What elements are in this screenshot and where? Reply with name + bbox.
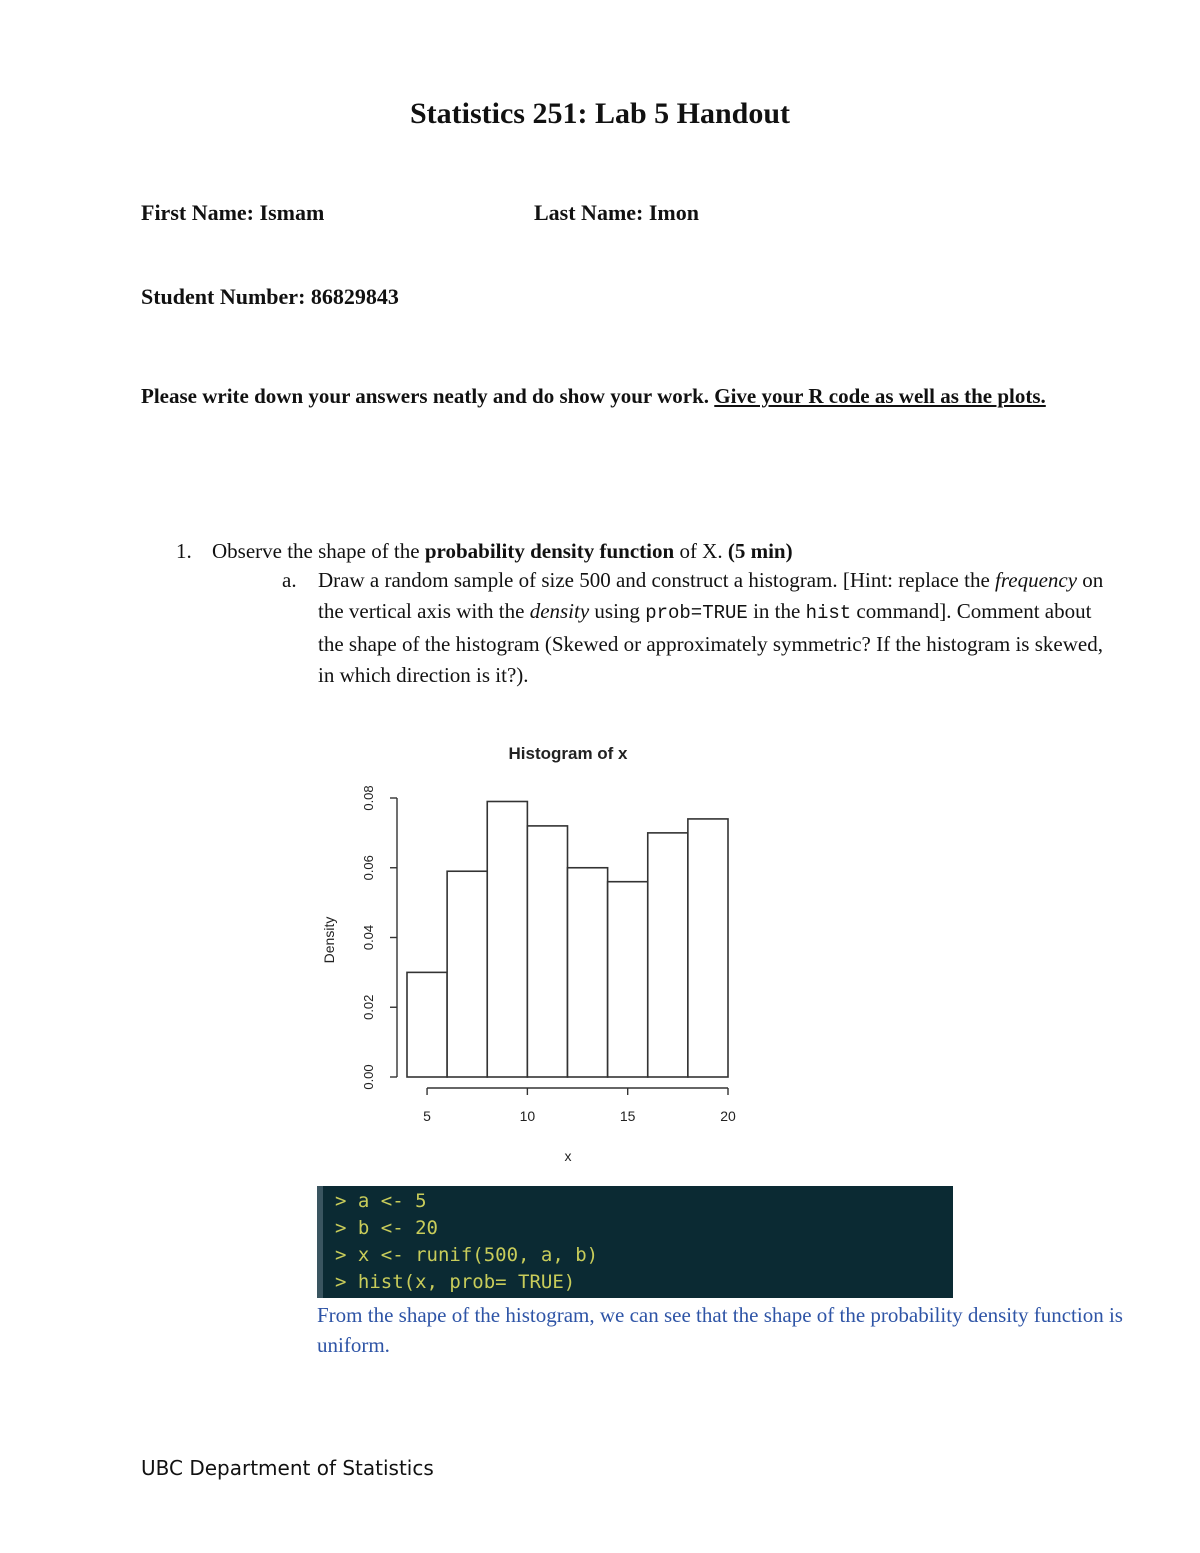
question-text-pre: Observe the shape of the <box>212 539 425 563</box>
y-tick-label: 0.08 <box>361 785 376 811</box>
question-text-bold: probability density function <box>424 539 675 563</box>
chart-title: Histogram of x <box>508 744 628 763</box>
last-name-field: Last Name: Imon <box>534 200 699 225</box>
subquestion-text <box>318 565 1108 691</box>
histogram-bar <box>648 833 688 1077</box>
histogram-bar <box>527 826 567 1077</box>
y-tick-label: 0.04 <box>361 924 376 951</box>
subquestion-text-7: in the <box>747 599 806 623</box>
histogram-bar <box>447 871 487 1077</box>
code-line: > x <- runif(500, a, b) <box>335 1244 599 1266</box>
y-tick-label: 0.02 <box>361 994 376 1020</box>
question-text <box>212 536 793 566</box>
r-console-code <box>317 1186 953 1298</box>
chart-y-label: Density <box>321 916 337 964</box>
subquestion-label: a. <box>282 568 297 592</box>
first-name-field: First Name: Ismam <box>141 200 325 225</box>
instructions <box>141 381 1061 411</box>
footer: UBC Department of Statistics <box>141 1456 434 1480</box>
subquestion-code-hist: hist <box>805 602 852 624</box>
subquestion-italic-density: density <box>529 599 590 623</box>
question-time: (5 min) <box>727 539 793 563</box>
histogram-bars <box>407 801 728 1077</box>
histogram-bar <box>568 868 608 1077</box>
y-tick-label: 0.06 <box>361 855 376 881</box>
histogram-bar <box>407 972 447 1077</box>
question-text-post: of X. <box>674 539 728 563</box>
code-line: > a <- 5 <box>335 1190 427 1212</box>
x-axis <box>423 1088 736 1124</box>
x-tick-label: 20 <box>720 1108 736 1124</box>
subquestion-italic-frequency: frequency <box>995 568 1078 592</box>
subquestion-text-5: using <box>589 599 646 623</box>
page-title: Statistics 251: Lab 5 Handout <box>409 97 791 130</box>
instructions-underlined: Give your R code as well as the plots. <box>714 384 1046 408</box>
subquestion-text-3: on the vertical axis with the <box>318 568 1104 623</box>
code-line: > b <- 20 <box>335 1217 438 1239</box>
y-tick-label: 0.00 <box>361 1064 376 1090</box>
histogram-bar <box>608 882 648 1077</box>
answer-text: From the shape of the histogram, we can see that the shape of the probability density function is uniform. <box>317 1303 1123 1357</box>
y-axis <box>361 785 397 1089</box>
subquestion-code-prob: prob=TRUE <box>645 602 748 624</box>
histogram-bar <box>688 819 728 1077</box>
question-number: 1. <box>176 539 192 563</box>
subquestion-text-9: command]. Comment about the shape of the histogram (Skewed or approximately symmetric? If the histogram is skewed, in which direction is it?). <box>318 599 1103 687</box>
histogram-bar <box>487 801 527 1077</box>
x-tick-label: 10 <box>519 1108 536 1124</box>
x-tick-label: 5 <box>423 1108 431 1124</box>
code-line: > hist(x, prob= TRUE) <box>335 1271 576 1293</box>
histogram-chart <box>300 735 760 1175</box>
student-number-field: Student Number: 86829843 <box>141 284 399 309</box>
x-tick-label: 15 <box>619 1108 636 1124</box>
subquestion-text-1: Draw a random sample of size 500 and construct a histogram. [Hint: replace the <box>318 568 996 592</box>
instructions-text: Please write down your answers neatly and do show your work. <box>141 384 715 408</box>
chart-x-label: x <box>564 1148 572 1164</box>
